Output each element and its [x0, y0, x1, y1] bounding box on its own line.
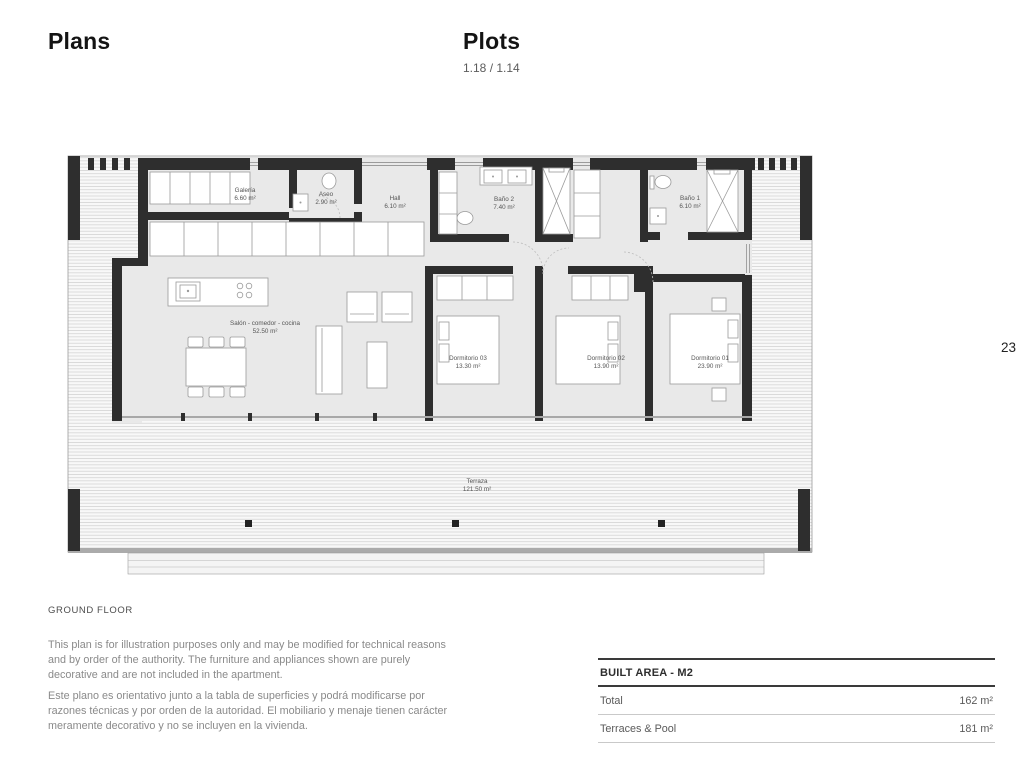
kitchen-counter	[150, 222, 424, 256]
kitchen-island	[168, 278, 268, 306]
bed-dorm2	[556, 316, 620, 384]
hall-closet	[574, 170, 600, 238]
svg-text:52.50 m²: 52.50 m²	[252, 328, 278, 335]
svg-text:13.30 m²: 13.30 m²	[455, 363, 481, 370]
terrace-column	[658, 520, 665, 527]
svg-text:Baño 2: Baño 2	[494, 196, 514, 203]
svg-text:6.10 m²: 6.10 m²	[384, 203, 406, 210]
table-row	[598, 715, 995, 742]
svg-text:Hall: Hall	[389, 195, 401, 202]
plots-numbers: 1.18 / 1.14	[463, 61, 520, 75]
svg-text:23.90 m²: 23.90 m²	[697, 363, 723, 370]
svg-text:13.90 m²: 13.90 m²	[593, 363, 619, 370]
row-value: 162 m²	[959, 695, 993, 707]
svg-text:Dormitorio 02: Dormitorio 02	[587, 355, 625, 362]
table-header: BUILT AREA - M2	[600, 667, 694, 679]
page-title: Plans	[48, 28, 111, 54]
table-row	[598, 687, 995, 714]
row-label: Total	[600, 695, 623, 707]
label-bano1	[679, 195, 700, 210]
disclaimer-spanish: Este plano es orientativo junto a la tabla de superficies y podrá modificarse por razones técnicas y por orden de la autoridad. El mobiliario y menaje tienen carácter meramente decorativo y no se incluyen en la vivienda.	[48, 690, 448, 732]
svg-text:Dormitorio 03: Dormitorio 03	[449, 355, 487, 362]
svg-text:121.50 m²: 121.50 m²	[462, 486, 492, 493]
plots-title: Plots	[463, 28, 521, 54]
svg-text:Dormitorio 01: Dormitorio 01	[691, 355, 729, 362]
terrace-column	[245, 520, 252, 527]
bed-dorm3	[437, 316, 499, 384]
floor-label: GROUND FLOOR	[48, 605, 133, 616]
svg-text:Aseo: Aseo	[318, 191, 334, 198]
dining-table	[186, 337, 246, 397]
terrace-steps	[128, 553, 764, 574]
svg-text:6.10 m²: 6.10 m²	[679, 203, 701, 210]
label-galeria	[234, 187, 255, 202]
label-bano2	[493, 196, 514, 211]
floor-plan-svg	[60, 148, 820, 580]
built-area-table	[598, 658, 995, 743]
svg-text:2.90 m²: 2.90 m²	[315, 199, 337, 206]
disclaimer-english: This plan is for illustration purposes only and may be modified for technical reasons and by order of the authority. The furniture and appliances shown are purely decorative and are not included in the apartment.	[48, 639, 446, 681]
table-rule-bottom	[598, 742, 995, 743]
page-number: 23	[1000, 340, 1016, 355]
svg-text:Salón - comedor - cocina: Salón - comedor - cocina	[230, 320, 300, 327]
label-terraza	[463, 478, 491, 493]
row-label: Terraces & Pool	[600, 723, 677, 735]
row-value: 181 m²	[959, 723, 993, 735]
terrace-column	[452, 520, 459, 527]
svg-text:Baño 1: Baño 1	[680, 195, 700, 202]
floor-plan	[60, 148, 820, 580]
svg-text:Terraza: Terraza	[466, 478, 488, 485]
svg-text:Galería: Galería	[234, 187, 256, 194]
svg-text:6.60 m²: 6.60 m²	[234, 195, 256, 202]
svg-text:7.40 m²: 7.40 m²	[493, 204, 515, 211]
